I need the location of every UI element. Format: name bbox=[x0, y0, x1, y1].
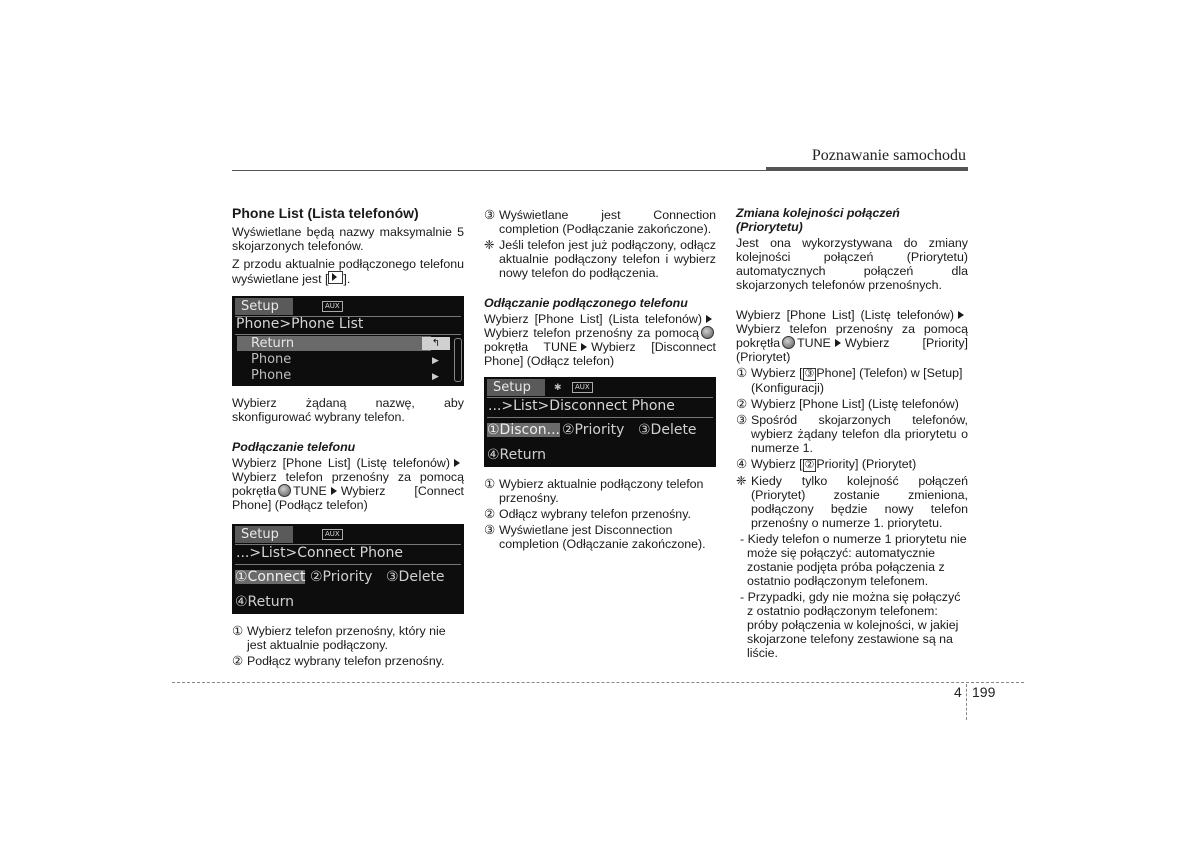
option-delete: ③Delete bbox=[386, 569, 445, 585]
option-connect: ①Connect bbox=[235, 569, 306, 585]
list-item: ② Odłącz wybrany telefon przenośny. bbox=[484, 507, 691, 521]
paragraph: Wybierz żądaną nazwę, aby skonfigurować wybrany telefon. bbox=[232, 396, 464, 424]
column-2 bbox=[484, 206, 716, 551]
paragraph: Z przodu aktualnie podłączonego telefonu wyświetlane jest [ ]. bbox=[232, 257, 464, 286]
subheading: Zmiana kolejności połączeń (Priorytetu) bbox=[736, 206, 900, 234]
list-item: ③ Wyświetlane jest Connection completion (Podłączanie zakończone). bbox=[484, 208, 716, 236]
chevron-right-icon: ▶ bbox=[432, 356, 439, 366]
section-heading: Phone List (Lista telefonów) bbox=[232, 205, 419, 221]
arrow-right-icon bbox=[835, 339, 841, 347]
list-item: Return bbox=[237, 336, 431, 351]
list-item: ③ Wyświetlane jest Disconnection completion (Odłączanie zakończone). bbox=[484, 523, 706, 551]
dash-item: - Kiedy telefon o numerze 1 priorytetu nie może się połączyć: automatycznie zostanie podjęta próba połączenia z ostatnio podłączonym telefonem. bbox=[740, 532, 967, 588]
divider bbox=[235, 334, 461, 335]
phone-key-icon: ③ bbox=[804, 368, 815, 380]
note: ❈ Kiedy tylko kolejność połączeń (Priorytet) zostanie zmieniona, podłączony będzie nowy telefon przenośny o numerze 1. priorytetu. bbox=[736, 474, 968, 530]
paragraph: Wybierz [Phone List] (Lista telefonów) Wybierz telefon przenośny za pomocą pokrętła TUNE Wybierz [Disconnect Phone] (Odłącz telefon) bbox=[484, 312, 716, 368]
list-item: Phone bbox=[251, 352, 292, 367]
tune-knob-icon bbox=[278, 484, 291, 497]
column-1 bbox=[232, 206, 464, 668]
aux-badge: AUX bbox=[322, 301, 343, 312]
page-header-title: Poznawanie samochodu bbox=[811, 147, 966, 164]
screen-tab: Setup bbox=[487, 379, 545, 396]
tune-knob-icon bbox=[701, 326, 714, 339]
screen-connect-phone bbox=[232, 524, 464, 614]
paragraph: Wybierz [Phone List] (Listę telefonów) Wybierz telefon przenośny za pomocą pokrętła TUNE Wybierz [Connect Phone] (Podłącz telefon) bbox=[232, 456, 464, 512]
list-item: ④ Wybierz [ ② Priority] (Priorytet) bbox=[736, 457, 917, 471]
list-item: ② Wybierz [Phone List] (Listę telefonów) bbox=[736, 397, 959, 411]
arrow-right-icon bbox=[581, 343, 587, 351]
screen-path: Phone>Phone List bbox=[236, 316, 364, 332]
option-delete: ③Delete bbox=[638, 422, 697, 438]
aux-badge: AUX bbox=[572, 382, 593, 393]
screen-phone-list bbox=[232, 296, 464, 386]
page-number-value: 199 bbox=[972, 684, 996, 700]
option-return: ④Return bbox=[235, 594, 295, 610]
screen-disconnect-phone bbox=[484, 377, 716, 467]
chevron-right-icon: ▶ bbox=[432, 372, 439, 382]
option-priority: ②Priority bbox=[310, 569, 373, 585]
aux-badge: AUX bbox=[322, 529, 343, 540]
list-item: ① Wybierz telefon przenośny, który nie jest aktualnie podłączony. bbox=[232, 624, 446, 652]
option-priority: ②Priority bbox=[562, 422, 625, 438]
note: ❈ Jeśli telefon jest już podłączony, odłącz aktualnie podłączony telefon i wybierz nowy telefon do podłączenia. bbox=[484, 238, 716, 280]
arrow-right-icon bbox=[706, 315, 712, 323]
subheading: Odłączanie podłączonego telefonu bbox=[484, 296, 688, 310]
list-item: ③ Spośród skojarzonych telefonów, wybierz żądany telefon dla priorytetu o numerze 1. bbox=[736, 413, 968, 455]
screen-path: ...>List>Connect Phone bbox=[236, 545, 403, 561]
bluetooth-icon: ✱ bbox=[554, 383, 562, 393]
footer-divider bbox=[966, 684, 967, 720]
dash-item: - Przypadki, gdy nie można się połączyć z ostatnio podłączonym telefonem: próby połączenia w kolejności, w jakiej skojarzone telefony zestawione są na liście. bbox=[740, 590, 961, 660]
arrow-right-icon bbox=[958, 311, 964, 319]
return-icon: ↰ bbox=[422, 337, 450, 350]
header-bar bbox=[766, 167, 968, 171]
arrow-right-icon bbox=[454, 459, 460, 467]
divider bbox=[235, 564, 461, 565]
list-item: ① Wybierz [ ③ Phone] (Telefon) w [Setup] (Konfiguracji) bbox=[736, 366, 963, 395]
screen-tab: Setup bbox=[235, 526, 293, 543]
option-disconnect: ①Discon... bbox=[487, 422, 561, 438]
paragraph: Jest ona wykorzystywana do zmiany kolejności połączeń (Priorytetu) automatycznych połączeń dla skojarzonych telefonów przenośnych. bbox=[736, 236, 968, 292]
column-3 bbox=[736, 206, 968, 660]
footer-rule bbox=[172, 682, 1024, 683]
list-item: ② Podłącz wybrany telefon przenośny. bbox=[232, 654, 445, 668]
subheading: Podłączanie telefonu bbox=[232, 440, 356, 454]
paragraph: Wybierz [Phone List] (Listę telefonów) Wybierz telefon przenośny za pomocą pokrętła TUNE Wybierz [Priority] (Priorytet) bbox=[736, 308, 968, 364]
screen-tab: Setup bbox=[235, 298, 293, 315]
tune-knob-icon bbox=[782, 336, 795, 349]
section-number: 4 bbox=[954, 684, 962, 700]
option-return: ④Return bbox=[487, 447, 547, 463]
paragraph: Wyświetlane będą nazwy maksymalnie 5 skojarzonych telefonów. bbox=[232, 225, 464, 253]
screen-path: ...>List>Disconnect Phone bbox=[488, 398, 675, 414]
play-arrow-icon bbox=[328, 271, 343, 284]
list-item: Phone bbox=[251, 368, 292, 383]
arrow-right-icon bbox=[331, 487, 337, 495]
list-item: ① Wybierz aktualnie podłączony telefon przenośny. bbox=[484, 477, 704, 505]
priority-key-icon: ② bbox=[804, 459, 815, 471]
divider bbox=[487, 417, 713, 418]
scrollbar bbox=[454, 338, 462, 382]
